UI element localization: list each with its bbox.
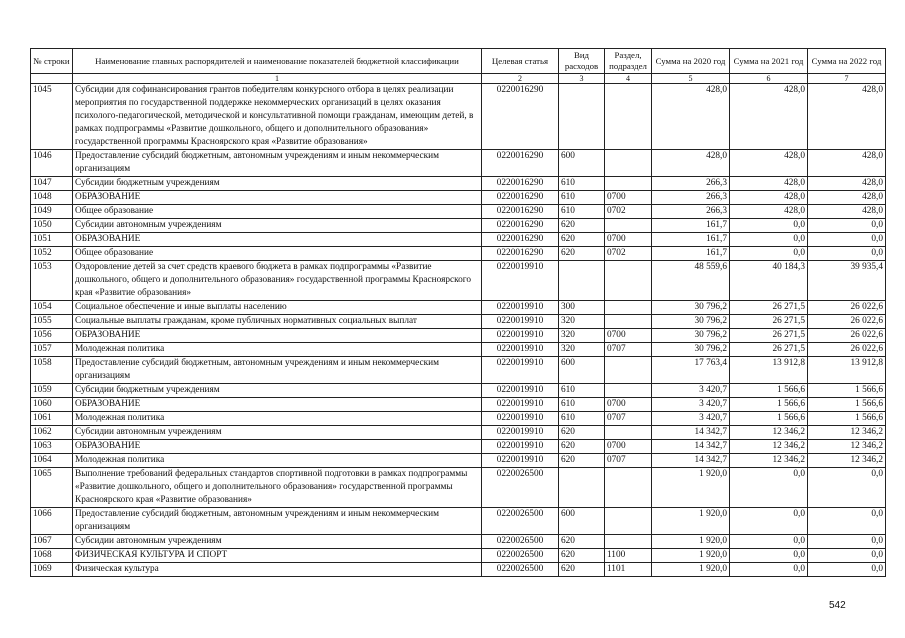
row-section <box>605 219 652 233</box>
row-name: Оздоровление детей за счет средств краевого бюджета в рамках подпрограммы «Развитие дошкольного, общего и дополнительного образования» государственной программы Красноярского края «Развитие образования» <box>73 261 482 301</box>
row-number: 1051 <box>31 233 73 247</box>
table-row <box>31 233 886 247</box>
row-name: Предоставление субсидий бюджетным, автономным учреждениям и иным некоммерческим организациям <box>73 508 482 535</box>
row-target-article: 0220026500 <box>482 468 559 508</box>
budget-table <box>30 48 886 577</box>
row-sum-2020: 3 420,7 <box>652 412 730 426</box>
row-number: 1061 <box>31 412 73 426</box>
row-section: 0702 <box>605 205 652 219</box>
row-name: ОБРАЗОВАНИЕ <box>73 398 482 412</box>
row-name: Предоставление субсидий бюджетным, автономным учреждениям и иным некоммерческим организациям <box>73 357 482 384</box>
row-number: 1057 <box>31 343 73 357</box>
row-section <box>605 315 652 329</box>
row-name: Выполнение требований федеральных стандартов спортивной подготовки в рамках подпрограммы «Развитие дошкольного, общего и дополнительного образования» государственной программы Красноярского края «Развитие образования» <box>73 468 482 508</box>
row-number: 1060 <box>31 398 73 412</box>
row-sum-2020: 30 796,2 <box>652 343 730 357</box>
row-number: 1056 <box>31 329 73 343</box>
row-expense-kind: 300 <box>559 301 605 315</box>
header-expense-kind: Вид расходов <box>559 49 605 74</box>
row-name: Предоставление субсидий бюджетным, автономным учреждениям и иным некоммерческим организациям <box>73 150 482 177</box>
row-expense-kind: 620 <box>559 247 605 261</box>
row-number: 1050 <box>31 219 73 233</box>
row-sum-2021: 26 271,5 <box>730 301 808 315</box>
row-target-article: 0220019910 <box>482 261 559 301</box>
row-number: 1048 <box>31 191 73 205</box>
row-sum-2021: 0,0 <box>730 563 808 577</box>
table-row <box>31 508 886 535</box>
row-section <box>605 535 652 549</box>
row-target-article: 0220016290 <box>482 84 559 150</box>
row-sum-2022: 0,0 <box>808 247 886 261</box>
table-row <box>31 219 886 233</box>
row-target-article: 0220016290 <box>482 191 559 205</box>
row-target-article: 0220019910 <box>482 329 559 343</box>
row-sum-2021: 0,0 <box>730 233 808 247</box>
row-target-article: 0220016290 <box>482 219 559 233</box>
row-sum-2021: 12 346,2 <box>730 454 808 468</box>
table-row <box>31 440 886 454</box>
table-row <box>31 301 886 315</box>
row-section: 1101 <box>605 563 652 577</box>
row-target-article: 0220016290 <box>482 177 559 191</box>
header-section: Раздел, подраздел <box>605 49 652 74</box>
row-expense-kind: 620 <box>559 219 605 233</box>
column-number: 1 <box>73 74 482 84</box>
row-sum-2020: 48 559,6 <box>652 261 730 301</box>
table-row <box>31 384 886 398</box>
row-sum-2020: 17 763,4 <box>652 357 730 384</box>
table-row <box>31 535 886 549</box>
row-name: ОБРАЗОВАНИЕ <box>73 329 482 343</box>
column-number: 6 <box>730 74 808 84</box>
row-sum-2021: 12 346,2 <box>730 426 808 440</box>
row-expense-kind: 620 <box>559 426 605 440</box>
row-sum-2021: 26 271,5 <box>730 329 808 343</box>
row-sum-2021: 0,0 <box>730 468 808 508</box>
table-row <box>31 426 886 440</box>
row-sum-2022: 39 935,4 <box>808 261 886 301</box>
row-expense-kind: 610 <box>559 177 605 191</box>
column-number: 4 <box>605 74 652 84</box>
row-sum-2022: 1 566,6 <box>808 412 886 426</box>
row-sum-2022: 1 566,6 <box>808 398 886 412</box>
header-sum-2022: Сумма на 2022 год <box>808 49 886 74</box>
row-sum-2020: 3 420,7 <box>652 398 730 412</box>
table-row <box>31 84 886 150</box>
row-number: 1046 <box>31 150 73 177</box>
row-target-article: 0220016290 <box>482 247 559 261</box>
table-row <box>31 329 886 343</box>
row-sum-2020: 1 920,0 <box>652 508 730 535</box>
row-sum-2022: 26 022,6 <box>808 343 886 357</box>
row-sum-2020: 30 796,2 <box>652 329 730 343</box>
row-sum-2022: 428,0 <box>808 177 886 191</box>
row-section <box>605 468 652 508</box>
row-sum-2022: 13 912,8 <box>808 357 886 384</box>
row-expense-kind: 610 <box>559 398 605 412</box>
row-number: 1045 <box>31 84 73 150</box>
column-number <box>31 74 73 84</box>
row-expense-kind: 600 <box>559 150 605 177</box>
row-name: Молодежная политика <box>73 343 482 357</box>
row-name: ФИЗИЧЕСКАЯ КУЛЬТУРА И СПОРТ <box>73 549 482 563</box>
row-number: 1066 <box>31 508 73 535</box>
row-name: Социальное обеспечение и иные выплаты населению <box>73 301 482 315</box>
row-sum-2022: 428,0 <box>808 205 886 219</box>
row-sum-2020: 266,3 <box>652 191 730 205</box>
row-section <box>605 426 652 440</box>
row-sum-2021: 428,0 <box>730 205 808 219</box>
row-expense-kind: 610 <box>559 205 605 219</box>
row-target-article: 0220026500 <box>482 535 559 549</box>
row-sum-2021: 26 271,5 <box>730 343 808 357</box>
row-expense-kind <box>559 468 605 508</box>
row-sum-2020: 428,0 <box>652 84 730 150</box>
row-sum-2022: 26 022,6 <box>808 315 886 329</box>
row-expense-kind: 610 <box>559 412 605 426</box>
table-row <box>31 150 886 177</box>
row-sum-2021: 1 566,6 <box>730 398 808 412</box>
row-sum-2020: 266,3 <box>652 177 730 191</box>
row-section <box>605 301 652 315</box>
row-sum-2021: 1 566,6 <box>730 412 808 426</box>
row-section: 0707 <box>605 454 652 468</box>
row-name: ОБРАЗОВАНИЕ <box>73 440 482 454</box>
row-number: 1058 <box>31 357 73 384</box>
row-number: 1062 <box>31 426 73 440</box>
row-expense-kind: 620 <box>559 535 605 549</box>
table-row <box>31 343 886 357</box>
row-sum-2021: 428,0 <box>730 84 808 150</box>
column-number: 3 <box>559 74 605 84</box>
row-expense-kind: 620 <box>559 563 605 577</box>
row-number: 1067 <box>31 535 73 549</box>
row-sum-2020: 1 920,0 <box>652 535 730 549</box>
row-target-article: 0220019910 <box>482 315 559 329</box>
row-expense-kind <box>559 261 605 301</box>
row-sum-2022: 0,0 <box>808 535 886 549</box>
row-sum-2020: 30 796,2 <box>652 301 730 315</box>
row-name: Субсидии бюджетным учреждениям <box>73 177 482 191</box>
row-number: 1063 <box>31 440 73 454</box>
row-name: ОБРАЗОВАНИЕ <box>73 233 482 247</box>
row-section: 0700 <box>605 329 652 343</box>
table-row <box>31 412 886 426</box>
row-number: 1068 <box>31 549 73 563</box>
row-expense-kind: 620 <box>559 454 605 468</box>
row-target-article: 0220019910 <box>482 412 559 426</box>
row-number: 1059 <box>31 384 73 398</box>
row-target-article: 0220019910 <box>482 426 559 440</box>
row-sum-2021: 40 184,3 <box>730 261 808 301</box>
row-sum-2021: 13 912,8 <box>730 357 808 384</box>
row-sum-2021: 0,0 <box>730 247 808 261</box>
header-name: Наименование главных распорядителей и наименование показателей бюджетной классификации <box>73 49 482 74</box>
table-row <box>31 357 886 384</box>
row-section: 0707 <box>605 343 652 357</box>
row-sum-2021: 0,0 <box>730 219 808 233</box>
row-name: Субсидии бюджетным учреждениям <box>73 384 482 398</box>
row-expense-kind: 620 <box>559 549 605 563</box>
row-target-article: 0220019910 <box>482 454 559 468</box>
row-sum-2020: 30 796,2 <box>652 315 730 329</box>
row-name: Субсидии автономным учреждениям <box>73 219 482 233</box>
table-row <box>31 549 886 563</box>
row-target-article: 0220019910 <box>482 398 559 412</box>
row-sum-2022: 428,0 <box>808 84 886 150</box>
row-sum-2020: 14 342,7 <box>652 426 730 440</box>
table-row <box>31 468 886 508</box>
row-section <box>605 261 652 301</box>
row-expense-kind: 610 <box>559 384 605 398</box>
row-section <box>605 357 652 384</box>
row-expense-kind: 610 <box>559 191 605 205</box>
row-name: Субсидии для софинансирования грантов победителям конкурсного отбора в целях реализации мероприятия по государственной поддержке некоммерческих организаций в целях оказания психолого-педагогической, методической и консультативной помощи гражданам, имеющим детей, в рамках подпрограммы «Развитие дошкольного, общего и дополнительного образования» государственной программы Красноярского края «Развитие образования» <box>73 84 482 150</box>
row-sum-2021: 428,0 <box>730 150 808 177</box>
row-sum-2020: 14 342,7 <box>652 454 730 468</box>
column-numbers-row <box>31 74 886 84</box>
row-name: Физическая культура <box>73 563 482 577</box>
header-row <box>31 49 886 74</box>
row-target-article: 0220016290 <box>482 150 559 177</box>
row-number: 1049 <box>31 205 73 219</box>
header-target-article: Целевая статья <box>482 49 559 74</box>
row-sum-2022: 12 346,2 <box>808 454 886 468</box>
row-section: 0700 <box>605 191 652 205</box>
table-row <box>31 261 886 301</box>
row-sum-2022: 12 346,2 <box>808 440 886 454</box>
row-section <box>605 84 652 150</box>
row-number: 1047 <box>31 177 73 191</box>
row-name: Субсидии автономным учреждениям <box>73 426 482 440</box>
row-sum-2020: 161,7 <box>652 233 730 247</box>
row-sum-2021: 0,0 <box>730 549 808 563</box>
row-section <box>605 384 652 398</box>
row-expense-kind <box>559 84 605 150</box>
row-section: 0707 <box>605 412 652 426</box>
table-body <box>31 84 886 577</box>
row-sum-2022: 0,0 <box>808 219 886 233</box>
row-target-article: 0220016290 <box>482 233 559 247</box>
row-target-article: 0220026500 <box>482 549 559 563</box>
row-sum-2020: 1 920,0 <box>652 563 730 577</box>
table-row <box>31 191 886 205</box>
row-target-article: 0220019910 <box>482 384 559 398</box>
table-row <box>31 398 886 412</box>
row-section: 1100 <box>605 549 652 563</box>
row-name: ОБРАЗОВАНИЕ <box>73 191 482 205</box>
row-number: 1052 <box>31 247 73 261</box>
row-section <box>605 177 652 191</box>
row-name: Социальные выплаты гражданам, кроме публичных нормативных социальных выплат <box>73 315 482 329</box>
row-sum-2022: 428,0 <box>808 191 886 205</box>
row-sum-2021: 428,0 <box>730 177 808 191</box>
row-sum-2022: 0,0 <box>808 549 886 563</box>
column-number: 7 <box>808 74 886 84</box>
row-target-article: 0220019910 <box>482 357 559 384</box>
table-row <box>31 247 886 261</box>
row-sum-2020: 266,3 <box>652 205 730 219</box>
page-number: 542 <box>829 600 846 611</box>
row-expense-kind: 320 <box>559 315 605 329</box>
row-number: 1054 <box>31 301 73 315</box>
header-sum-2021: Сумма на 2021 год <box>730 49 808 74</box>
row-section: 0702 <box>605 247 652 261</box>
row-target-article: 0220019910 <box>482 440 559 454</box>
row-sum-2020: 1 920,0 <box>652 549 730 563</box>
table-row <box>31 177 886 191</box>
row-sum-2022: 26 022,6 <box>808 329 886 343</box>
row-sum-2021: 428,0 <box>730 191 808 205</box>
row-section: 0700 <box>605 440 652 454</box>
row-number: 1064 <box>31 454 73 468</box>
row-sum-2022: 0,0 <box>808 508 886 535</box>
row-number: 1065 <box>31 468 73 508</box>
row-number: 1055 <box>31 315 73 329</box>
row-expense-kind: 320 <box>559 329 605 343</box>
row-sum-2020: 428,0 <box>652 150 730 177</box>
row-sum-2020: 161,7 <box>652 247 730 261</box>
row-target-article: 0220019910 <box>482 343 559 357</box>
row-sum-2021: 1 566,6 <box>730 384 808 398</box>
row-name: Общее образование <box>73 205 482 219</box>
row-sum-2020: 1 920,0 <box>652 468 730 508</box>
row-section: 0700 <box>605 398 652 412</box>
row-target-article: 0220026500 <box>482 508 559 535</box>
row-sum-2020: 14 342,7 <box>652 440 730 454</box>
row-sum-2022: 0,0 <box>808 563 886 577</box>
column-number: 5 <box>652 74 730 84</box>
row-sum-2020: 161,7 <box>652 219 730 233</box>
row-sum-2022: 428,0 <box>808 150 886 177</box>
row-sum-2021: 12 346,2 <box>730 440 808 454</box>
row-expense-kind: 320 <box>559 343 605 357</box>
row-sum-2022: 26 022,6 <box>808 301 886 315</box>
row-section: 0700 <box>605 233 652 247</box>
row-sum-2021: 0,0 <box>730 535 808 549</box>
row-section <box>605 150 652 177</box>
row-sum-2022: 0,0 <box>808 233 886 247</box>
table-row <box>31 205 886 219</box>
header-row-number: № строки <box>31 49 73 74</box>
row-expense-kind: 620 <box>559 233 605 247</box>
row-sum-2022: 0,0 <box>808 468 886 508</box>
row-target-article: 0220019910 <box>482 301 559 315</box>
row-sum-2020: 3 420,7 <box>652 384 730 398</box>
column-number: 2 <box>482 74 559 84</box>
row-expense-kind: 620 <box>559 440 605 454</box>
row-sum-2021: 0,0 <box>730 508 808 535</box>
row-sum-2022: 12 346,2 <box>808 426 886 440</box>
row-number: 1069 <box>31 563 73 577</box>
row-name: Молодежная политика <box>73 412 482 426</box>
row-expense-kind: 600 <box>559 357 605 384</box>
row-sum-2022: 1 566,6 <box>808 384 886 398</box>
row-name: Общее образование <box>73 247 482 261</box>
row-target-article: 0220016290 <box>482 205 559 219</box>
row-expense-kind: 600 <box>559 508 605 535</box>
table-row <box>31 454 886 468</box>
table-row <box>31 315 886 329</box>
row-section <box>605 508 652 535</box>
row-number: 1053 <box>31 261 73 301</box>
row-target-article: 0220026500 <box>482 563 559 577</box>
row-sum-2021: 26 271,5 <box>730 315 808 329</box>
table-row <box>31 563 886 577</box>
header-sum-2020: Сумма на 2020 год <box>652 49 730 74</box>
row-name: Молодежная политика <box>73 454 482 468</box>
row-name: Субсидии автономным учреждениям <box>73 535 482 549</box>
